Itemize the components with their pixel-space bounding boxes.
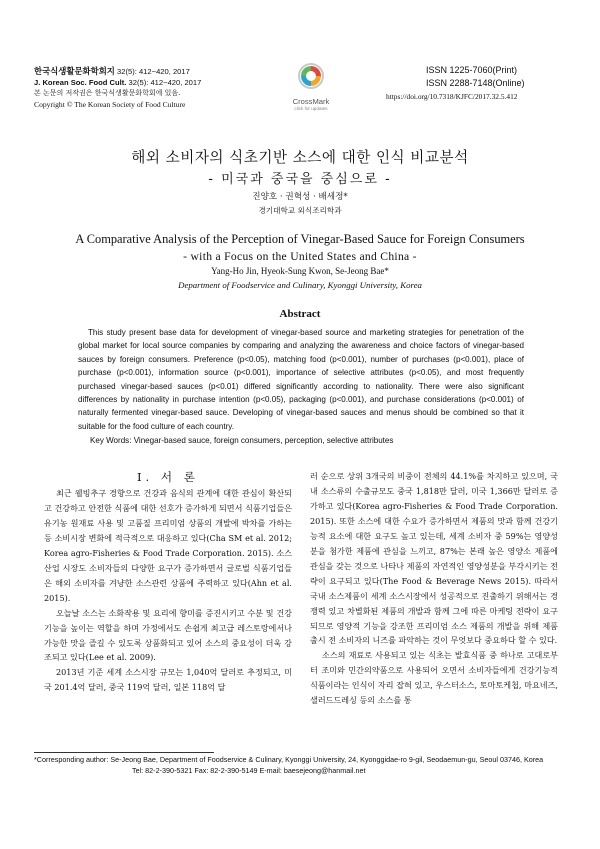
paragraph: 소스의 재료로 사용되고 있는 식초는 발효식품 중 하나로 고대로부터 조미와 민간의약품으로 사용되어 오면서 소비자들에게 건강기능적 식품이라는 인식이 자리 잡혀 있고, 우스터소스, 토마토케첩, 마요네즈, 샐러드드레싱 등의 소스를 통 (310, 650, 558, 706)
footnote (34, 754, 568, 776)
keywords (90, 436, 393, 445)
title-en: A Comparative Analysis of the Perception of Vinegar-Based Sauce for Foreign Consumers (75, 232, 525, 246)
journal-name-ko: 한국식생활문화학회지 (34, 66, 115, 76)
footnote-line1: *Corresponding author: Se-Jeong Bae, Department of Foodservice & Culinary, Kyonggi University, 24, Kyonggidae-ro 9-gil, Seodaemun-gu, Seoul 03746, Korea (34, 755, 544, 764)
journal-en-volume: 32(5): 412~420, 2017 (126, 78, 202, 87)
subtitle-en: - with a Focus on the United States and China - (183, 250, 417, 263)
paragraph: 2013년 기준 세계 소스시장 규모는 1,040억 달러로 추정되고, 미국 201.4억 달러, 중국 119억 달러, 일본 118억 달 (44, 667, 292, 693)
copyright-ko: 본 논문의 저작권은 한국식생활문화학회에 있음. (34, 89, 181, 97)
title-ko: 해외 소비자의 식초기반 소스에 대한 인식 비교분석 (131, 149, 469, 166)
journal-header (34, 66, 201, 110)
footnote-divider (34, 752, 214, 753)
journal-ko-volume: 32(5): 412~420, 2017 (114, 67, 190, 76)
authors-en: Yang-Ho Jin, Hyeok-Sung Kwon, Se-Jeong Bae* (211, 266, 389, 276)
paragraph: 최근 웰빙추구 경향으로 건강과 음식의 관계에 대한 관심이 확산되고 건강하고 안전한 식품에 대한 선호가 증가하게 되면서 식품기업들은 유기농 원재료 사용 및 고품질 프리미엄 상품의 개발에 박차를 가하는 등 소비시장 변화에 적극적으로 대응하고 있다(Cha SM et al. 2012; Korea agro-Fisheries & Food Trade Corporation. 2015). 소스산업 시장도 소비자들의 다양한 요구가 증가하면서 글로벌 식품기업들은 해외 소비자를 겨냥한 소스관련 상품에 주력하고 있다(Ahn et al. 2015). (44, 488, 292, 603)
copyright-en: Copyright © The Korean Society of Food Culture (34, 100, 186, 109)
subtitle-ko: - 미국과 중국을 중심으로 - (208, 172, 392, 187)
keywords-label: Key Words: (90, 436, 134, 445)
journal-name-en: J. Korean Soc. Food Cult. (34, 78, 127, 87)
abstract-heading: Abstract (279, 308, 321, 320)
authors-ko: 진양호 · 권혁성 · 배세정* (252, 192, 348, 202)
body-column-right (310, 469, 558, 708)
issn-block (386, 64, 566, 101)
crossmark-label: CrossMark (292, 97, 330, 106)
section-heading: Ⅰ. 서 론 (136, 470, 200, 484)
affiliation-ko: 경기대학교 외식조리학과 (258, 206, 342, 215)
issn-online: ISSN 2288-7148(Online) (426, 78, 525, 88)
paragraph: 러 순으로 상위 3개국의 비중이 전체의 44.1%를 차지하고 있으며, 국내 소스류의 수출규모도 중국 1,818만 달러, 미국 1,366만 달러로 증가하고 있다(Korea agro-Fisheries & Food Trade Corporation. 2015). 또한 소스에 대한 수요가 증가하면서 제품의 맛과 함께 건강기능적 요소에 대한 요구도 높고 있는데, 세계 소비자 중 59%는 영양성분을 첨가한 제품에 관심을 느끼고, 87%는 본래 높은 영양소 제품에 관심을 갖는 것으로 나타나 제품의 자연적인 영양성분을 부각시키는 전략이 요구되고 있다(The Food & Beverage News 2015). 따라서 국내 소스제품이 세계 소스시장에서 성공적으로 진출하기 위해서는 경쟁력 있고 차별화된 제품의 개발과 함께 그에 따른 마케팅 전략이 요구되므로 영양적 기능을 강조한 프리미엄 소스 제품의 개발을 위해 제품 출시 전 소비자의 니즈를 파악하는 것이 무엇보다 중요하다 할 수 있다. (310, 471, 558, 646)
crossmark-sub: click for updates (294, 106, 328, 111)
body-column-left (44, 486, 292, 695)
crossmark-badge[interactable] (276, 62, 346, 111)
issn-print: ISSN 1225-7060(Print) (426, 65, 518, 75)
keywords-list: Vinegar-based sauce, foreign consumers, perception, selective attributes (133, 436, 394, 445)
affiliation-en: Department of Foodservice and Culinary, Kyonggi University, Korea (178, 280, 422, 290)
crossmark-icon (297, 62, 325, 92)
journal-name-en-line (34, 77, 201, 88)
paragraph: 오늘날 소스는 소화작용 및 요리에 향미를 증진시키고 수분 및 건강기능을 높이는 역할을 하며 가정에서도 손쉽게 최고급 레스토랑에서나 가능한 맛을 즐길 수 있도록 상품화되고 있어 소스의 중요성이 더욱 강조되고 있다(Lee et al. 2009). (44, 607, 292, 663)
footnote-line2: Tel: 82-2-390-5321 Fax: 82-2-390-5149 E-mail: baesejeong@hanmail.net (132, 766, 366, 775)
doi-link[interactable]: https://doi.org/10.7318/KJFC/2017.32.5.412 (386, 92, 518, 101)
journal-name-ko-line (34, 66, 201, 77)
abstract-body: This study present base data for development of vinegar-based source and marketing strategies for penetration of the global market for local source companies by comparing and analyzing the awareness and choice factors of vinegar-based sauces by foreign consumers. Preference (p<0.05), matching food (p<0.001), number of purchases (p<0.001), place of purchase (p<0.001), information source (p<0.001), importance of selective attributes (p<0.05), and most frequently purchased vinegar-based sauces (p<0.01) differed significantly according to nationality. There were also significant differences by nationality in purchase intention (p<0.05), packaging (p<0.001), and purchase considerations (p<0.001) of naturally fermented vinegar-based sauce. Developing of vinegar-based sauces and menus should be combined so that it suitable for the food culture of each country. (78, 328, 524, 431)
